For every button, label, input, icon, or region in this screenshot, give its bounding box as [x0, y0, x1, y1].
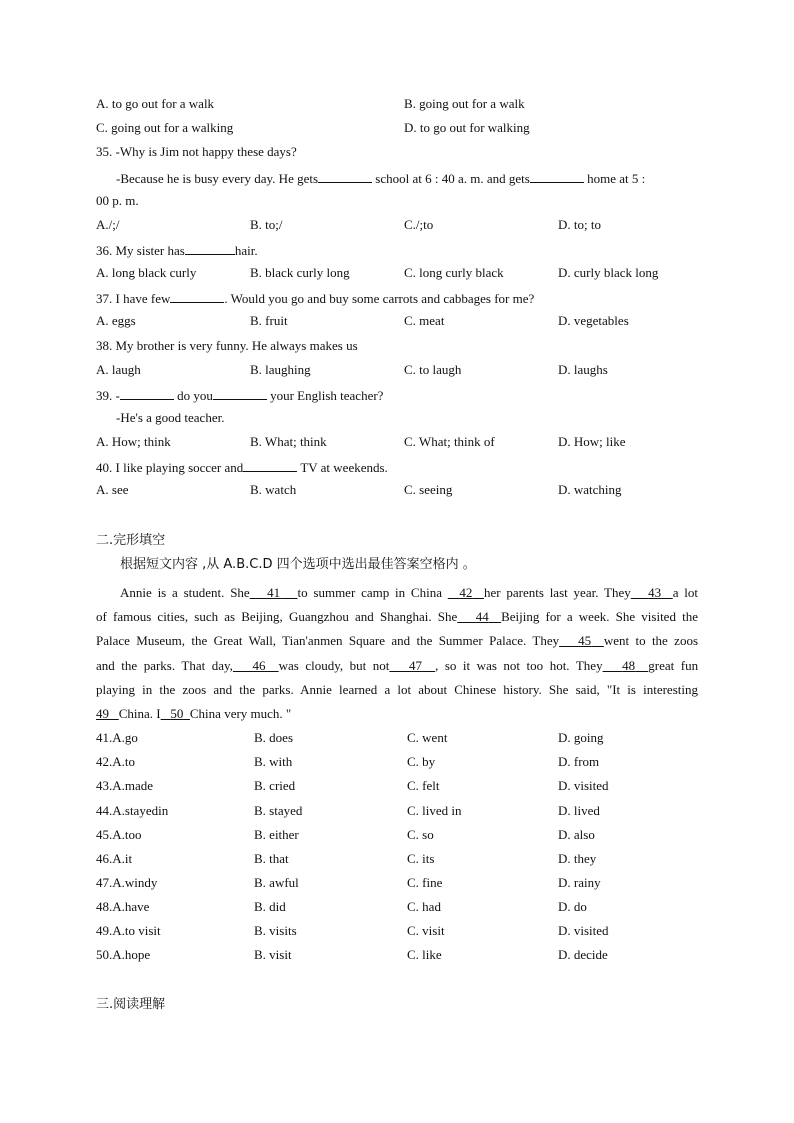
q43-option-b: B. cried [254, 778, 296, 793]
q39-option-a: A. How; think [96, 434, 171, 449]
q37-stem [96, 289, 534, 307]
q45-option-b: B. either [254, 827, 299, 842]
passage-text: China very much. " [189, 706, 292, 721]
q35-stem: 35. -Why is Jim not happy these days? [96, 144, 297, 159]
passage-line-6 [96, 706, 291, 722]
blank-50 [161, 706, 190, 721]
blank-number: 49 [96, 706, 109, 721]
blank-42 [448, 585, 484, 600]
q47-option-d: D. rainy [558, 875, 601, 890]
q35-text-3: home at 5 : [587, 171, 646, 186]
section-title-cloze: 二.完形填空 [96, 533, 166, 548]
passage-text: , so it was not too hot. They [435, 658, 603, 673]
passage-text: was cloudy, but not [278, 658, 390, 673]
q36-text-1: 36. My sister has [96, 243, 185, 258]
blank-number: 44 [475, 609, 489, 624]
blank-41 [250, 585, 298, 600]
blank-number: 41 [267, 585, 281, 600]
q40-option-c: C. seeing [404, 482, 453, 497]
answer-blank [243, 458, 297, 472]
q34-option-a: A. to go out for a walk [96, 96, 215, 111]
q37-option-a: A. eggs [96, 313, 136, 328]
q35-option-a: A./;/ [96, 217, 120, 232]
q48-option-c: C. had [407, 899, 441, 914]
q49-option-d: D. visited [558, 923, 609, 938]
q45-option-d: D. also [558, 827, 595, 842]
q39-stem [96, 386, 383, 404]
passage-text: Annie is a student. She [120, 585, 250, 600]
q36-option-d: D. curly black long [558, 265, 659, 280]
q42-option-a: 42.A.to [96, 754, 135, 769]
section-title-reading: 三.阅读理解 [96, 997, 166, 1012]
q39-text-2: do you [177, 388, 213, 403]
q37-text-2: . Would you go and buy some carrots and cabbages for me? [224, 291, 535, 306]
q45-option-c: C. so [407, 827, 434, 842]
passage-text: Palace Museum, the Great Wall, Tian'anmen Square and the Summer Palace. They [96, 633, 560, 648]
q42-option-b: B. with [254, 754, 293, 769]
blank-number: 47 [409, 658, 422, 673]
q39-option-d: D. How; like [558, 434, 626, 449]
answer-blank [185, 241, 235, 255]
q50-option-b: B. visit [254, 947, 292, 962]
q46-option-a: 46.A.it [96, 851, 133, 866]
passage-text: went to the zoos [603, 633, 699, 648]
blank-number: 43 [648, 585, 662, 600]
q35-reply-line [116, 169, 645, 187]
q44-option-c: C. lived in [407, 803, 462, 818]
blank-46 [233, 658, 279, 673]
answer-blank [120, 386, 174, 400]
q38-option-b: B. laughing [250, 362, 311, 377]
passage-text: China. I [118, 706, 161, 721]
q48-option-a: 48.A.have [96, 899, 150, 914]
q34-option-d: D. to go out for walking [404, 120, 530, 135]
q39-option-b: B. What; think [250, 434, 327, 449]
q35-option-b: B. to;/ [250, 217, 283, 232]
blank-number: 42 [459, 585, 473, 600]
q41-option-c: C. went [407, 730, 448, 745]
q35-option-c: C./;to [404, 217, 434, 232]
q37-option-b: B. fruit [250, 313, 288, 328]
answer-blank [530, 169, 584, 183]
q46-option-d: D. they [558, 851, 597, 866]
q35-option-d: D. to; to [558, 217, 601, 232]
q48-option-d: D. do [558, 899, 587, 914]
q39-option-c: C. What; think of [404, 434, 495, 449]
q42-option-c: C. by [407, 754, 436, 769]
q43-option-a: 43.A.made [96, 778, 154, 793]
blank-number: 45 [578, 633, 592, 648]
q36-text-2: hair. [234, 243, 258, 258]
blank-44 [457, 609, 501, 624]
q48-option-b: B. did [254, 899, 286, 914]
q40-option-d: D. watching [558, 482, 622, 497]
q44-option-a: 44.A.stayedin [96, 803, 169, 818]
q36-option-a: A. long black curly [96, 265, 197, 280]
blank-43 [631, 585, 673, 600]
blank-number: 46 [252, 658, 266, 673]
answer-blank [170, 289, 224, 303]
q38-option-a: A. laugh [96, 362, 141, 377]
q49-option-a: 49.A.to visit [96, 923, 161, 938]
q50-option-d: D. decide [558, 947, 608, 962]
q49-option-b: B. visits [254, 923, 297, 938]
passage-text: Beijing for a week. She visited the [501, 609, 698, 624]
q35-text-1: -Because he is busy every day. He gets [116, 171, 319, 186]
q40-option-a: A. see [96, 482, 129, 497]
q47-option-a: 47.A.windy [96, 875, 158, 890]
passage-text: great fun [648, 658, 699, 673]
q37-option-d: D. vegetables [558, 313, 629, 328]
passage-line-1 [120, 585, 698, 601]
q40-stem [96, 458, 388, 476]
q46-option-c: C. its [407, 851, 435, 866]
blank-45 [559, 633, 604, 648]
passage-text: a lot [672, 585, 699, 600]
q44-option-d: D. lived [558, 803, 600, 818]
blank-number: 48 [622, 658, 636, 673]
q35-text-2: school at 6 : 40 a. m. and gets [375, 171, 530, 186]
section-instruction: 根据短文内容 ,从 A.B.C.D 四个选项中选出最佳答案空格内 。 [120, 557, 476, 572]
blank-47 [389, 658, 435, 673]
q37-option-c: C. meat [404, 313, 445, 328]
q50-option-c: C. like [407, 947, 442, 962]
q34-option-c: C. going out for a walking [96, 120, 234, 135]
q41-option-a: 41.A.go [96, 730, 138, 745]
q40-text-2: TV at weekends. [300, 460, 388, 475]
q36-option-c: C. long curly black [404, 265, 504, 280]
q41-option-b: B. does [254, 730, 293, 745]
q38-option-d: D. laughs [558, 362, 608, 377]
q36-option-b: B. black curly long [250, 265, 350, 280]
q44-option-b: B. stayed [254, 803, 303, 818]
blank-48 [603, 658, 649, 673]
q39-reply: -He's a good teacher. [116, 410, 225, 425]
passage-text: her parents last year. They [483, 585, 631, 600]
passage-text: and the parks. That day, [96, 658, 233, 673]
passage-text: of famous cities, such as Beijing, Guangzhou and Shanghai. She [96, 609, 458, 624]
passage-text: to summer camp in China [297, 585, 442, 600]
q40-option-b: B. watch [250, 482, 297, 497]
q43-option-d: D. visited [558, 778, 609, 793]
q47-option-c: C. fine [407, 875, 443, 890]
q38-option-c: C. to laugh [404, 362, 462, 377]
blank-number: 50 [170, 706, 184, 721]
q47-option-b: B. awful [254, 875, 299, 890]
q43-option-c: C. felt [407, 778, 440, 793]
q41-option-d: D. going [558, 730, 604, 745]
q38-stem: 38. My brother is very funny. He always makes us [96, 338, 358, 353]
q42-option-d: D. from [558, 754, 600, 769]
q49-option-c: C. visit [407, 923, 445, 938]
q39-text-1: 39. - [96, 388, 120, 403]
q39-text-3: your English teacher? [270, 388, 384, 403]
q46-option-b: B. that [254, 851, 289, 866]
q50-option-a: 50.A.hope [96, 947, 151, 962]
passage-line-5: playing in the zoos and the parks. Annie learned a lot about Chinese history. She said, "It is interesting [96, 682, 698, 697]
q45-option-a: 45.A.too [96, 827, 142, 842]
blank-49 [96, 706, 119, 721]
q40-text-1: 40. I like playing soccer and [96, 460, 244, 475]
passage-line-4 [96, 658, 698, 674]
passage-line-2 [96, 609, 698, 625]
q34-option-b: B. going out for a walk [404, 96, 525, 111]
answer-blank [213, 386, 267, 400]
q36-stem [96, 241, 258, 259]
passage-line-3 [96, 633, 698, 649]
q35-reply-line2: 00 p. m. [96, 193, 139, 208]
q37-text-1: 37. I have few [96, 291, 171, 306]
answer-blank [318, 169, 372, 183]
